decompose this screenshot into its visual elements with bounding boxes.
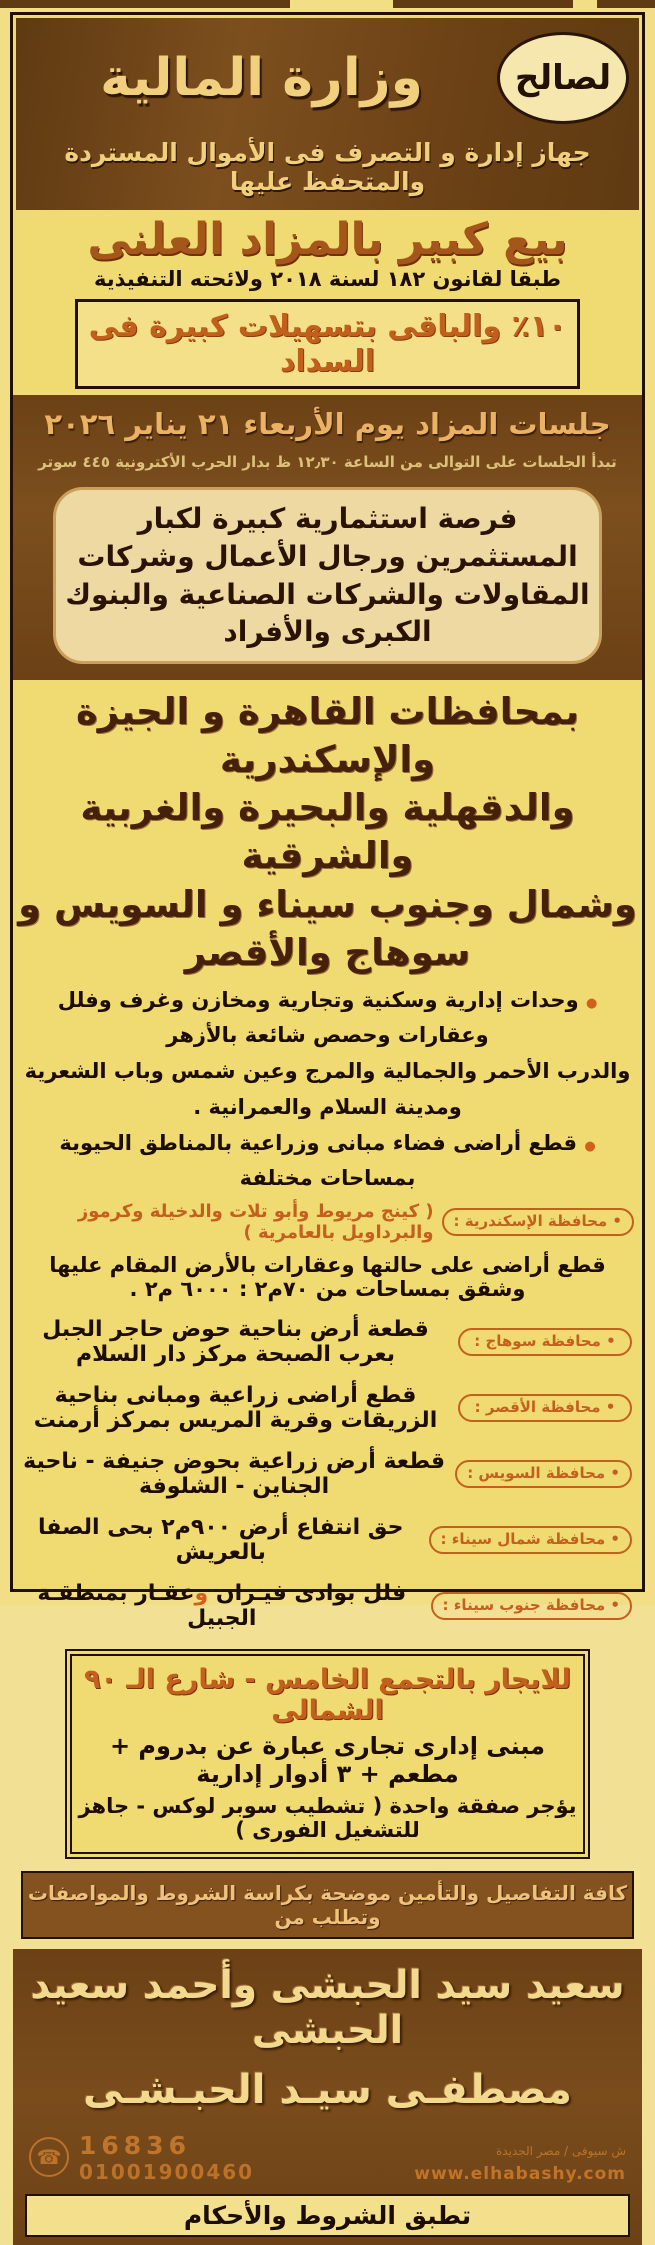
opportunity-box: [53, 487, 602, 664]
opportunity-line: فرصة استثمارية كبيرة لكبار المستثمرين ورجال الأعمال وشركات: [77, 502, 578, 573]
header-top: [26, 28, 629, 128]
listing-text: قطعة أرض زراعية بحوض جنيفة - ناحية الجناين - الشلوفة: [23, 1448, 446, 1499]
listing-text-part: فلل بوادى فيـران: [208, 1580, 407, 1606]
governorates-line: وشمال وجنوب سيناء و السويس و سوهاج والأقصر: [18, 882, 637, 974]
listing-text: قطع أراضى فضاء مبانى وزراعية بالمناطق الحيوية بمساحات مختلفة: [59, 1130, 577, 1191]
agency-title: جهاز إدارة و التصرف فى الأموال المستردة والمتحفظ عليها: [64, 138, 591, 196]
governorate-badge: • محافظة سوهاج :: [458, 1328, 632, 1356]
terms-strip: تطبق الشروط والأحكام: [25, 2194, 630, 2237]
phone-block: [29, 2131, 254, 2184]
governorates-line: بمحافظات القاهرة و الجيزة والإسكندرية: [75, 690, 580, 782]
listing-line: [13, 1054, 642, 1125]
governorate-badge: • محافظة السويس :: [455, 1460, 632, 1488]
for-benefit-label: لصالح: [514, 58, 612, 98]
listing-line: [13, 1126, 642, 1197]
office-address: ش سيوفى / مصر الجديدة: [496, 2143, 626, 2158]
rental-conditions: يؤجر صفقة واحدة ( تشطيب سوبر لوكس - جاهز للتشغيل الفورى ): [78, 1793, 577, 1842]
bullet-icon: ●: [585, 995, 598, 1011]
listing-text-connector: و: [194, 1580, 209, 1606]
bullet-icon: ●: [584, 1138, 596, 1154]
opportunity-line: المقاولات والشركات الصناعية والبنوك الكبرى والأفراد: [65, 577, 590, 649]
website-url: www.elhabashy.com: [414, 2163, 626, 2184]
scan-artifact: [597, 0, 655, 8]
auctioneer-names-line2: مصطفـى سيـد الحبـشـى: [83, 2066, 572, 2113]
law-reference: طبقا لقانون ١٨٢ لسنة ٢٠١٨ ولائحته التنفيذية: [93, 267, 562, 291]
listing-text: [23, 1581, 421, 1631]
for-benefit-badge: [497, 32, 629, 124]
auction-ad: [10, 12, 645, 2230]
governorate-badge: • محافظة الإسكندرية :: [442, 1208, 634, 1236]
listing-text: وحدات إدارية وسكنية وتجارية ومخازن وغرف وفلل وعقارات وحصص شائعة بالأزهر: [57, 987, 579, 1048]
listing-text: قطع أراضى زراعية ومبانى بناحية الزريقات وقرية المريس بمركز أرمنت: [33, 1382, 438, 1433]
listing-text: والدرب الأحمر والجمالية والمرج وعين شمس وباب الشعرية ومدينة السلام والعمرانية .: [24, 1059, 631, 1119]
land-sizes-note: قطع أراضى على حالتها وعقارات بالأرض المقام عليها وشقق بمساحات من ٧٠م٢ : ٦٠٠٠ م٢ .: [49, 1252, 606, 1301]
phone-icon: ☎: [29, 2137, 69, 2177]
alexandria-row: [13, 1201, 642, 1243]
footer-band: [13, 1949, 642, 2245]
header-band: [16, 18, 639, 210]
web-address-block: [414, 2144, 626, 2184]
listing-row-sohag: [23, 1317, 632, 1367]
governorate-badge: • محافظة جنوب سيناء :: [431, 1592, 632, 1620]
listings-paragraph: [13, 983, 642, 1197]
sessions-band: [13, 395, 642, 680]
mobile-number: 01001900460: [79, 2159, 255, 2184]
listing-line: [13, 983, 642, 1054]
governorates-line: والدقهلية والبحيرة والغربية والشرقية: [80, 786, 575, 878]
listing-row-suez: [23, 1449, 632, 1499]
deposit-terms-box: [75, 299, 580, 389]
scan-artifact: [0, 0, 290, 8]
governorates-banner: [13, 688, 642, 977]
alexandria-areas: ( كينج مريوط وأبو تلات والدخيلة وكرموز والبرداويل بالعامرية ): [77, 1200, 434, 1243]
auctioneer-names-line1: سعيد سيد الحبشى وأحمد سعيد الحبشى: [30, 1962, 625, 2053]
details-banner: كافة التفاصيل والتأمين موضحة بكراسة الشروط والمواصفات وتطلب من: [21, 1871, 634, 1939]
hotline-number: 16836: [79, 2130, 191, 2160]
rental-offer-box: [65, 1649, 590, 1859]
listing-text: قطعة أرض بناحية حوض حاجر الجبل بعرب الصبحة مركز دار السلام: [42, 1316, 429, 1367]
phone-numbers: [79, 2131, 254, 2184]
listing-row-north-sinai: [23, 1515, 632, 1565]
listing-row-south-sinai: [23, 1581, 632, 1631]
scan-artifact: [393, 0, 573, 8]
session-venue-info: تبدأ الجلسات على التوالى من الساعة ١٢٫٣٠ ظ بدار الحرب الأكترونية ٤٤٥ سوتر: [38, 453, 617, 471]
session-date: جلسات المزاد يوم الأربعاء ٢١ يناير ٢٠٢٦: [44, 407, 611, 441]
listing-text: حق انتفاع أرض ٩٠٠م٢ بحى الصفا بالعريش: [37, 1514, 404, 1565]
rental-title: للايجار بالتجمع الخامس - شارع الـ ٩٠ الشمالى: [83, 1663, 572, 1726]
listing-text-part: عقـار بمنطقـة الجبيل: [37, 1580, 257, 1631]
deposit-terms-text: ١٠٪ والباقى بتسهيلات كبيرة فى السداد: [88, 309, 567, 379]
listing-row-luxor: [23, 1383, 632, 1433]
contact-row: [21, 2131, 634, 2184]
auction-title: بيع كبير بالمزاد العلنى: [87, 214, 568, 265]
rental-description: مبنى إدارى تجارى عبارة عن بدروم + مطعم + ٣ أدوار إدارية: [109, 1731, 546, 1788]
governorate-badge: • محافظة شمال سيناء :: [429, 1526, 633, 1554]
governorate-badge: • محافظة الأقصر :: [458, 1394, 632, 1422]
rental-offer-inner: [70, 1654, 585, 1854]
ministry-title: وزارة المالية: [100, 48, 423, 108]
